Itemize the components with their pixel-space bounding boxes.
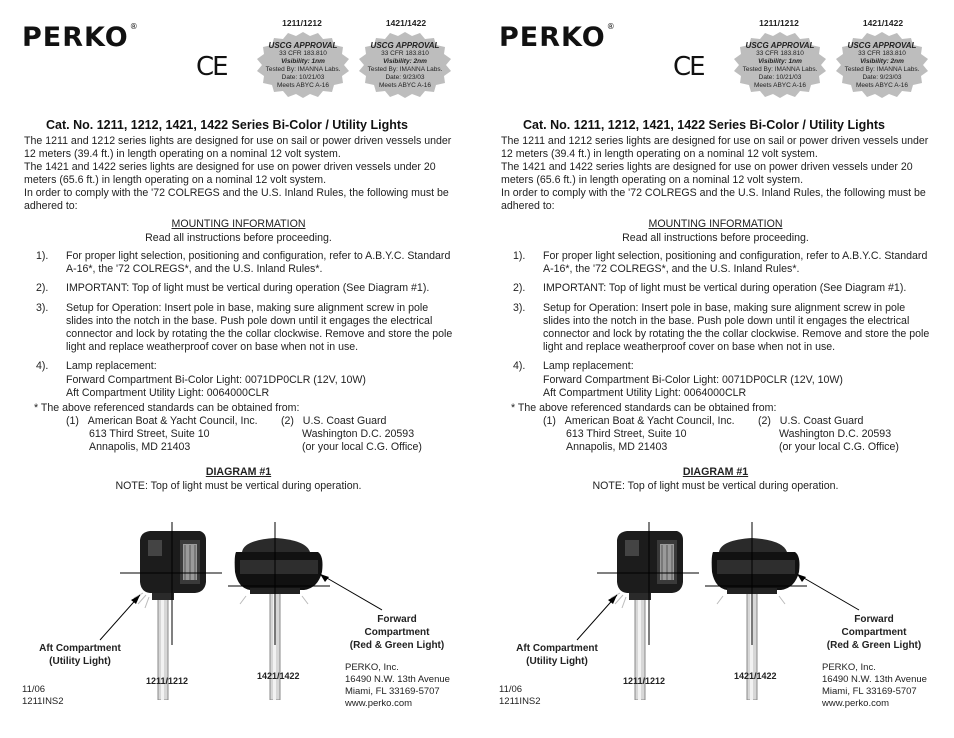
address-abyc: (1) American Boat & Yacht Council, Inc. 613 Third Street, Suite 10 Annapolis, MD 21403 <box>66 415 258 453</box>
document-title: Cat. No. 1211, 1212, 1421, 1422 Series Bi-Color / Utility Lights <box>46 118 408 132</box>
diagram-title: DIAGRAM #1 <box>205 466 272 478</box>
footer-code: 11/06 1211INS2 <box>499 684 541 707</box>
light-caption-1211: 1211/1212 <box>623 676 666 686</box>
address-abyc: (1) American Boat & Yacht Council, Inc. 613 Third Street, Suite 10 Annapolis, MD 21403 <box>543 415 735 453</box>
mounting-subheading: Read all instructions before proceeding. <box>145 232 332 244</box>
list-item: 4). Lamp replacement: Forward Compartment Bi-Color Light: 0071DP0CLR (12V, 10W) Aft Compartment Utility Light: 0064000CLR <box>36 360 366 399</box>
seal-caption: 1421/1422 <box>862 18 904 28</box>
ce-mark: CE <box>673 52 704 82</box>
list-item: 1). For proper light selection, positioning and configuration, refer to A.B.Y.C. Standard A-16*, the '72 COLREGS*, and the U.S. Inland Rules*. <box>513 250 928 276</box>
address-uscg: (2) U.S. Coast Guard Washington D.C. 20593 (or your local C.G. Office) <box>758 415 899 453</box>
light-caption-1421: 1421/1422 <box>734 671 777 681</box>
standards-note: * The above referenced standards can be obtained from: <box>34 402 300 414</box>
ce-mark: CE <box>196 52 227 82</box>
list-item: 2). IMPORTANT: Top of light must be vertical during operation (See Diagram #1). <box>36 282 430 295</box>
perko-logo: PERKO® <box>22 22 139 53</box>
address-uscg: (2) U.S. Coast Guard Washington D.C. 20593 (or your local C.G. Office) <box>281 415 422 453</box>
list-item: 2). IMPORTANT: Top of light must be vertical during operation (See Diagram #1). <box>513 282 907 295</box>
footer-code: 11/06 1211INS2 <box>22 684 64 707</box>
uscg-approval-seal: USCG APPROVAL 33 CFR 183.810 Visibility: 1nm Tested By: IMANNA Labs. Date: 10/21/03 Meets ABYC A-16 <box>256 30 350 100</box>
diagram-note: NOTE: Top of light must be vertical during operation. <box>592 480 839 492</box>
uscg-approval-seal: USCG APPROVAL 33 CFR 183.810 Visibility: 2nm Tested By: IMANNA Labs. Date: 9/23/03 Meets ABYC A-16 <box>835 30 929 100</box>
company-address: PERKO, Inc. 16490 N.W. 13th Avenue Miami, FL 33169-5707 www.perko.com <box>822 662 927 709</box>
diagram-note: NOTE: Top of light must be vertical during operation. <box>115 480 362 492</box>
instruction-list <box>36 250 456 406</box>
instruction-panel-right <box>477 0 954 738</box>
aft-compartment-label: Aft Compartment (Utility Light) <box>39 643 121 667</box>
mounting-heading: MOUNTING INFORMATION <box>171 218 306 230</box>
list-item: 3). Setup for Operation: Insert pole in base, making sure alignment screw in pole slides into the notch in the base. Push pole down until it engages the electrical connector and lock by rotating the the collar clockwise. Remove and store the pole light and replace weatherproof cover on base when not in use. <box>36 301 453 354</box>
mounting-subheading: Read all instructions before proceeding. <box>622 232 809 244</box>
perko-logo: PERKO® <box>499 22 616 53</box>
list-item: 4). Lamp replacement: Forward Compartment Bi-Color Light: 0071DP0CLR (12V, 10W) Aft Compartment Utility Light: 0064000CLR <box>513 360 843 399</box>
seal-caption: 1211/1212 <box>759 18 799 28</box>
list-item: 3). Setup for Operation: Insert pole in base, making sure alignment screw in pole slides into the notch in the base. Push pole down until it engages the electrical connector and lock by rotating the the collar clockwise. Remove and store the pole light and replace weatherproof cover on base when not in use. <box>513 301 930 354</box>
light-caption-1211: 1211/1212 <box>146 676 189 686</box>
intro-text: The 1211 and 1212 series lights are designed for use on sail or power driven vessels under 12 meters (39.4 ft.) in length operating on a nominal 12 volt system. The 1421 and 1422 series lights are designed for use on power driven vessels under 20 meters (65.6 ft.) in length operating on a nominal 12 volt system. In order to comply with the '72 COLREGS and the U.S. Inland Rules, the following must be adhered to: <box>501 135 929 212</box>
forward-compartment-label: Forward Compartment (Red & Green Light) <box>349 614 445 651</box>
mounting-heading: MOUNTING INFORMATION <box>648 218 783 230</box>
intro-text: The 1211 and 1212 series lights are designed for use on sail or power driven vessels under 12 meters (39.4 ft.) in length operating on a nominal 12 volt system. The 1421 and 1422 series lights are designed for use on power driven vessels under 20 meters (65.6 ft.) in length operating on a nominal 12 volt system. In order to comply with the '72 COLREGS and the U.S. Inland Rules, the following must be adhered to: <box>24 135 452 212</box>
standards-note: * The above referenced standards can be obtained from: <box>511 402 777 414</box>
seal-caption: 1211/1212 <box>282 18 322 28</box>
uscg-approval-seal: USCG APPROVAL 33 CFR 183.810 Visibility: 2nm Tested By: IMANNA Labs. Date: 9/23/03 Meets ABYC A-16 <box>358 30 452 100</box>
instruction-list <box>513 250 933 406</box>
aft-compartment-label: Aft Compartment (Utility Light) <box>516 643 598 667</box>
list-item: 1). For proper light selection, positioning and configuration, refer to A.B.Y.C. Standard A-16*, the '72 COLREGS*, and the U.S. Inland Rules*. <box>36 250 451 276</box>
company-address: PERKO, Inc. 16490 N.W. 13th Avenue Miami, FL 33169-5707 www.perko.com <box>345 662 450 709</box>
light-caption-1421: 1421/1422 <box>257 671 300 681</box>
forward-compartment-label: Forward Compartment (Red & Green Light) <box>826 614 922 651</box>
diagram-title: DIAGRAM #1 <box>682 466 749 478</box>
seal-caption: 1421/1422 <box>385 18 427 28</box>
uscg-approval-seal: USCG APPROVAL 33 CFR 183.810 Visibility: 1nm Tested By: IMANNA Labs. Date: 10/21/03 Meets ABYC A-16 <box>733 30 827 100</box>
document-title: Cat. No. 1211, 1212, 1421, 1422 Series Bi-Color / Utility Lights <box>523 118 885 132</box>
